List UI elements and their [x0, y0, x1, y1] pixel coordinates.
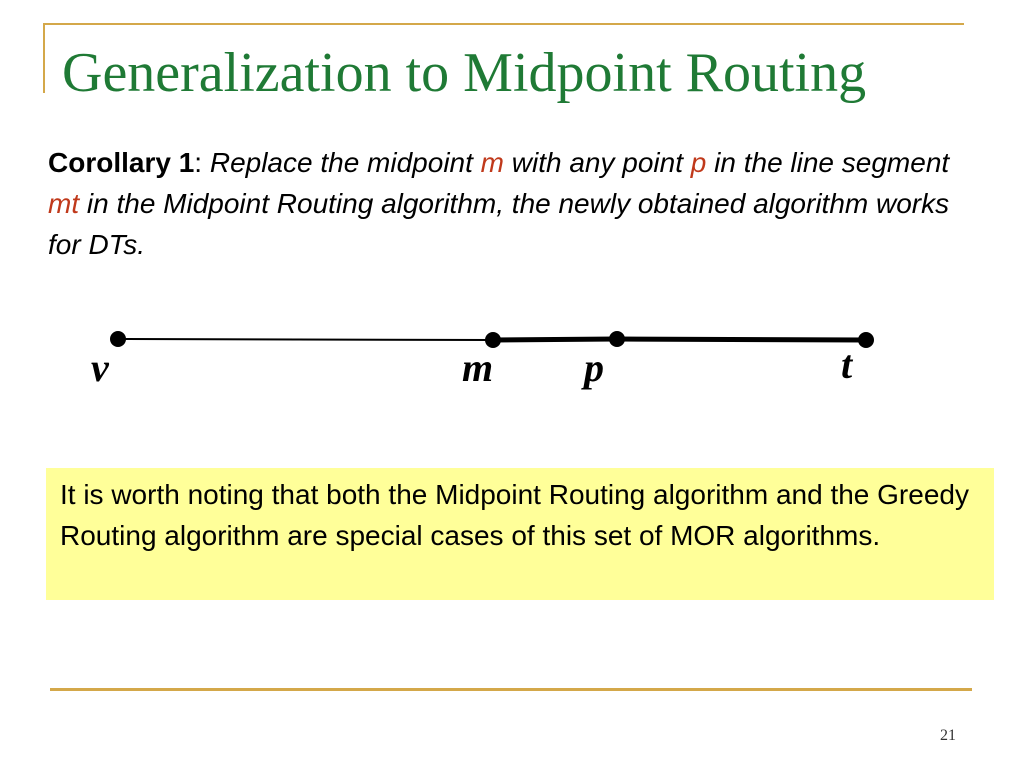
point-p-label: p	[584, 345, 604, 390]
highlight-m: m	[480, 147, 504, 178]
highlight-p: p	[690, 147, 707, 178]
segment-mp	[493, 339, 617, 340]
point-m-label: m	[462, 345, 494, 390]
highlight-mt: mt	[48, 188, 80, 219]
bottom-divider	[50, 688, 972, 691]
corollary-lead: Corollary 1	[48, 147, 195, 178]
corollary-part-1: Replace the midpoint	[209, 147, 481, 178]
point-t-label: t	[841, 342, 853, 387]
corollary-part-4: in the Midpoint Routing algorithm, the newly obtained algorithm works for DTs.	[48, 188, 950, 260]
point-v-label: v	[91, 345, 109, 390]
point-t-dot	[858, 332, 874, 348]
point-v-dot	[110, 331, 126, 347]
segment-vm	[118, 339, 493, 340]
corollary-part-2: with any point	[504, 147, 691, 178]
corollary-colon: :	[194, 147, 210, 178]
slide-title: Generalization to Midpoint Routing	[62, 42, 867, 104]
point-p-dot	[609, 331, 625, 347]
segment-pt	[617, 339, 866, 340]
note-box	[46, 468, 994, 600]
page-number: 21	[940, 727, 956, 744]
note-text: It is worth noting that both the Midpoint Routing algorithm and the Greedy Routing algorithm are special cases of this set of MOR algorithms.	[60, 479, 969, 551]
corollary-part-3: in the line segment	[706, 147, 950, 178]
